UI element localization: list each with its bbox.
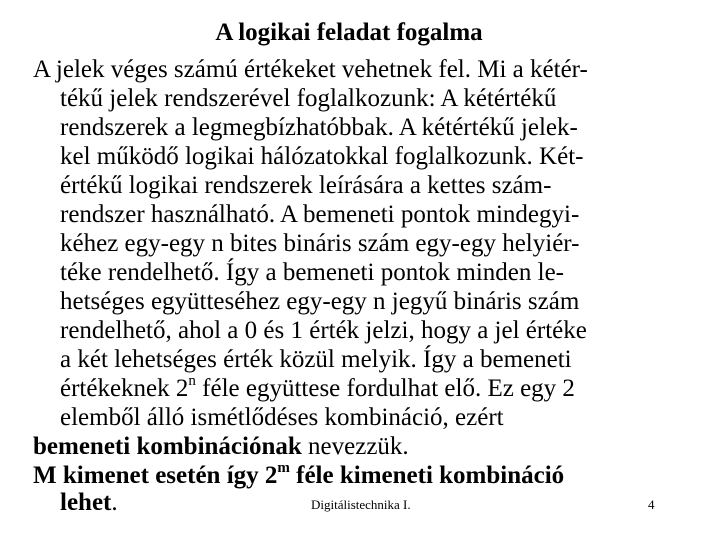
text-line (33, 432, 409, 461)
bold-term: bemeneti kombinációnak (33, 433, 302, 460)
text-line: a két lehetséges érték közül melyik. Így a bemeneti (60, 346, 572, 373)
text-line: rendelhető, ahol a 0 és 1 érték jelzi, hogy a jel értéke (60, 317, 587, 344)
text-line: rendszerek a legmegbízhatóbbak. A kétértékű jelek- (60, 114, 578, 141)
text-run: féle együttese fordulhat elő. Ez egy 2 (195, 375, 575, 402)
text-line: hetséges együtteséhez egy-egy n jegyű bináris szám (60, 288, 580, 315)
text-line: rendszer használható. A bemeneti pontok mindegyi- (60, 201, 580, 228)
text-line: tékű jelek rendszerével foglalkozunk: A kétértékű (60, 85, 557, 112)
text-line (33, 461, 564, 490)
exponent-n: n (188, 372, 196, 389)
bold-term: lehet (60, 489, 112, 516)
text-line: kéhez egy-egy n bites bináris szám egy-egy helyiér- (60, 230, 580, 257)
text-line: kel működő logikai hálózatokkal foglalkozunk. Két- (60, 143, 584, 170)
text-line (60, 374, 575, 403)
exponent-m: m (277, 459, 290, 476)
text-run: . (111, 489, 118, 516)
slide-title: A logikai feladat fogalma (215, 19, 483, 46)
text-line (60, 488, 118, 517)
text-run: féle kimeneti kombináció (289, 462, 565, 489)
text-run: értékeknek 2 (60, 375, 189, 402)
text-run: nevezzük. (301, 433, 409, 460)
page-number: 4 (648, 497, 655, 512)
text-run: M kimenet esetén így 2 (33, 462, 278, 489)
text-line: értékű logikai rendszerek leírására a kettes szám- (60, 172, 552, 199)
text-line: elemből álló ismétlődéses kombináció, ezért (60, 404, 504, 431)
text-line: téke rendelhető. Így a bemeneti pontok minden le- (60, 259, 564, 286)
text-line: A jelek véges számú értékeket vehetnek fel. Mi a kétér- (33, 56, 588, 83)
footer-course-title: Digitálistechnika I. (311, 497, 411, 512)
